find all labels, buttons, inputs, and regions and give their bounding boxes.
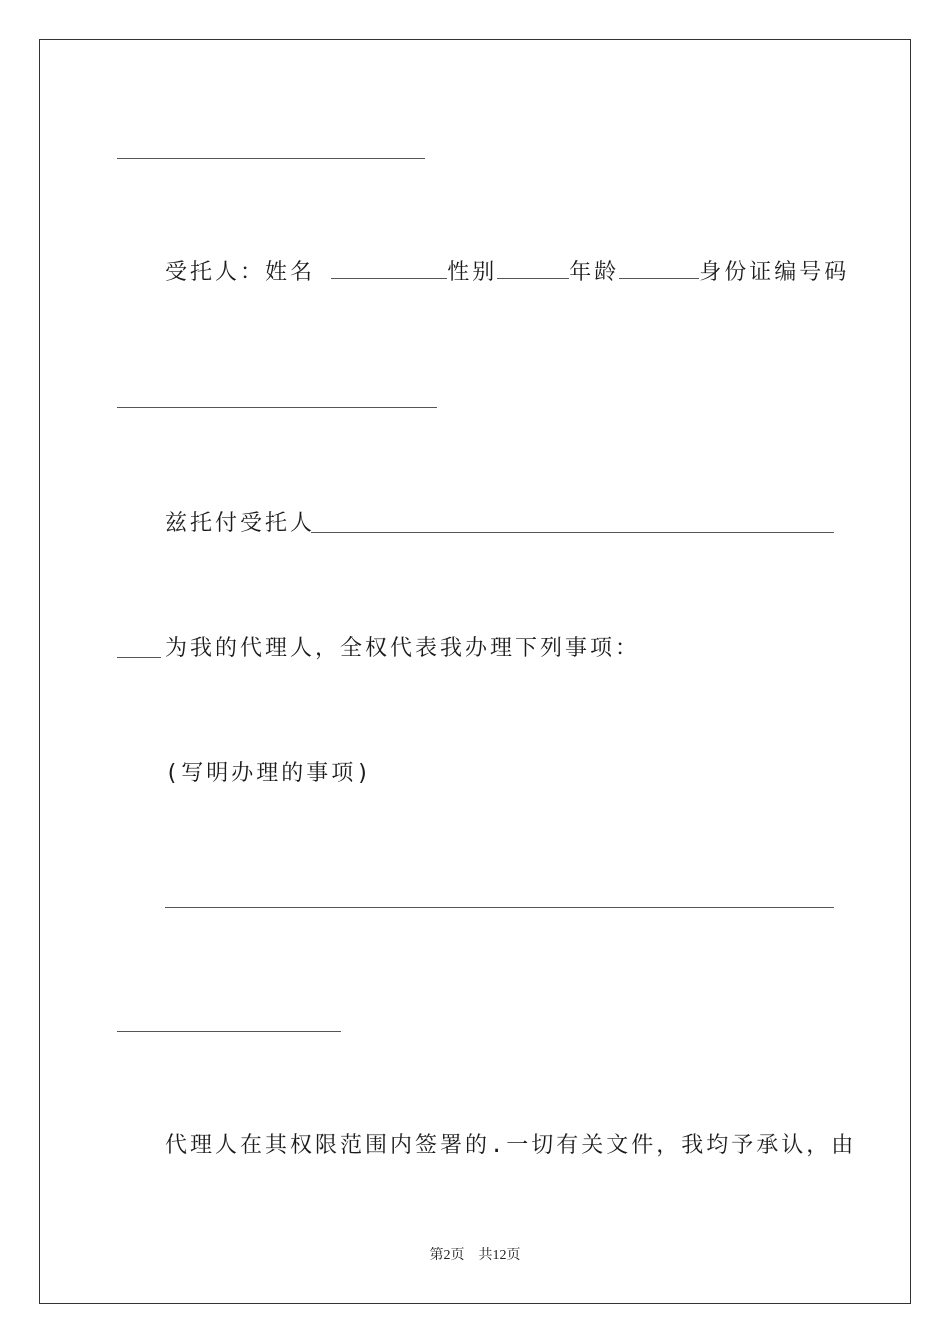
page-border: [39, 39, 911, 1304]
agent-lead-blank: [117, 657, 161, 658]
blank-line: [117, 158, 425, 159]
page-total: 共12页: [478, 1248, 521, 1263]
page-footer: [0, 1247, 950, 1265]
entrustee-name-label: 受托人：姓名: [165, 260, 316, 285]
entrust-line: [165, 509, 315, 539]
matters-blank: [165, 907, 834, 908]
matters-line: [165, 759, 373, 789]
entrust-text: 兹托付受托人: [165, 511, 316, 536]
signed-text: 代理人在其权限范围内签署的.一切有关文件，我均予承认，由: [165, 1133, 857, 1158]
blank-line: [117, 1031, 341, 1032]
entrustee-info-line: [165, 258, 849, 288]
agent-text: 为我的代理人，全权代表我办理下列事项：: [165, 636, 641, 661]
age-label: 年龄: [569, 260, 620, 285]
page-number: 第2页: [429, 1248, 465, 1263]
entrust-blank: [311, 532, 834, 533]
signed-line: [165, 1131, 856, 1161]
id-number-label: 身份证编号码: [699, 260, 850, 285]
agent-line: [165, 634, 640, 664]
matters-text: (写明办理的事项): [165, 761, 373, 786]
gender-blank: [497, 258, 569, 279]
name-blank: [331, 258, 447, 279]
blank-line: [117, 407, 437, 408]
age-blank: [619, 258, 699, 279]
gender-label: 性别: [447, 260, 498, 285]
